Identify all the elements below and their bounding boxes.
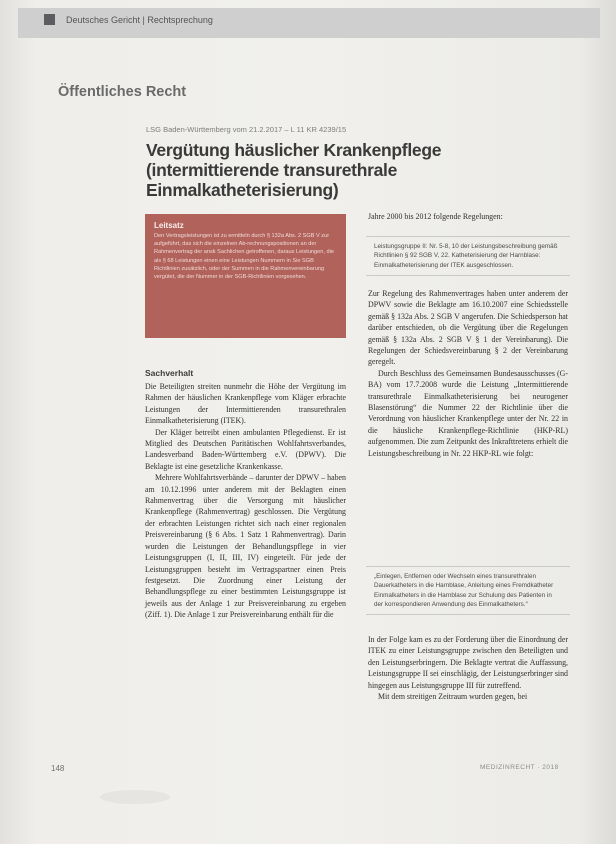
leitsatz-body: Den Vertragsleistungen ist zu ermitteln durch § 132a Abs. 2 SGB V zur aufgeführt, das sich die einzelnen Ab-rechnungspositionen an der Rahmenvertrag der ansk Sachlichen getroffenen, daraus Leistungen, die als § 68 Leistungen einen eine Leistungen Nummern in Sie SGB Richtlinien zusätzlich, oder der Summen in die Rahmenvereinbarung vergütet, die der Nummer in der SGB-Richtlinien vorgesehen. [154,233,334,281]
paper-smudge [100,790,170,804]
leitsatz-heading: Leitsatz [154,221,184,230]
right-column-intro [368,211,568,222]
section-title: Öffentliches Recht [58,84,187,100]
journal-footer: MEDIZINRECHT · 2018 [480,764,559,771]
right-paragraph: Zur Regelung des Rahmenvertrages haben unter anderem der DPWV sowie die Beklagte am 16.10.2007 eine Schiedsstelle gemäß § 132a Abs. 2 SGB V angerufen. Die Schiedsperson hat darüber entschieden, ob die Vergütung über die Regelungen gemäß § 132a Abs. 2 SGB V § 1 der Vereinbarung). Die Regelungen der Schiedsvereinbarung § 2 der Vereinbarung geregelt. [368,289,568,367]
court-citation: LSG Baden-Württemberg vom 21.2.2017 – L 11 KR 4239/15 [146,125,347,134]
sachverhalt-heading: Sachverhalt [145,368,194,378]
right-intro: Jahre 2000 bis 2012 folgende Regelungen: [368,212,503,221]
article-title-line2: (intermittierende transurethrale Einmalkatheterisierung) [146,160,398,200]
article-title-line1: Vergütung häuslicher Krankenpflege [146,140,442,160]
header-square-icon [44,14,55,25]
left-paragraph: Der Kläger betreibt einen ambulanten Pflegedienst. Er ist Mitglied des Deutschen Paritätischen Wohlfahrtsverbandes, Landesverband Baden-Württemberg e.V. (DPWV). Die Beklagte ist eine gesetzliche Krankenkasse. [145,427,346,471]
leitsatz-box [145,214,346,338]
left-paragraph: Die Beteiligten streiten nunmehr die Höhe der Vergütung im Rahmen der häuslichen Krankenpflege vom Kläger erbrachte Leistungen der Intermittierenden transurethralen Einmalkatheterisierung (ITEK). [145,382,346,426]
quote-box-hkp: „Einlegen, Entfernen oder Wechseln eines transurethralen Dauerkatheters in die Harnblase, Anleitung eines Fremdkatheter Einmalkatheters in die Harnblase zur Schulung des Patienten in der korrespondieren Anwendung des Einmalkatheters.“ [366,566,570,615]
right-paragraph: Durch Beschluss des Gemeinsamen Bundesausschusses (G-BA) vom 17.7.2008 wurde die Leistung „Intermittierende transurethrale Einmalkatheterisierung bei neurogener Blasenstörung“ die Nummer 22 der Richtlinie über die Verordnung von häuslicher Krankenpflege unter der Nr. 22 in die häusliche Krankenpflege-Richtlinie (HKP-RL) aufgenommen. Die zum Zeitpunkt des Inkrafttretens erhielt die Leistungsbeschreibung in Nr. 22 HKP-RL wie folgt: [368,368,568,458]
left-column [145,381,346,621]
right-paragraph: Mit dem streitigen Zeitraum wurden gegen, bei [378,692,528,702]
right-column [368,288,568,459]
left-paragraph: Mehrere Wohlfahrtsverbände – darunter der DPWV – haben am 10.12.1996 unter anderem mit der Beklagten einen Rahmenvertrag über die Versorgung mit häuslicher Krankenpflege (Rahmenvertrag) geschlossen. Die Vergütung der erbrachten Leistungen richtet sich nach einer regionalen Preisvereinbarung (§ 6 Abs. 1 Satz 1 Rahmenvertrag). Darin wurden die Leistungen der Behandlungspflege in vier Leistungsgruppen (I, II, III, IV) eingeteilt. Für jede der Leistungsgruppen besteht im Vertragspartner einen Preis festgesetzt. Die Zuordnung einer Leistung der Behandlungspflege zu einer bestimmten Leistungsgruppe ist jeweils aus der Anlage 1 zur Preisvereinbarung zu ergeben (Ziff. 1). Die Anlage 1 zur Preisvereinbarung enthält für die [145,473,346,620]
quote-box-leistungsgruppe: Leistungsgruppe II: Nr. 5-8, 10 der Leistungsbeschreibung gemäß Richtlinien § 92 SGB V, 22. Katheterisierung der Harnblase: Einmalkatheterisierung der ITEK ausgeschlossen. [366,236,570,276]
running-header-title: Deutsches Gericht | Rechtsprechung [66,15,213,25]
page-number: 148 [51,764,65,773]
article-title [146,140,586,200]
right-column-lower [368,634,568,702]
right-paragraph: In der Folge kam es zu der Forderung über die Einordnung der ITEK zu einer Leistungsgruppe zwischen den Beteiligten und den Leistungserbringern. Die Beklagte vertrat die Auffassung, Leistungsgruppe II sei einschlägig, der Leistungserbringer sind hingegen aus Leistungsgruppe III für zutreffend. [368,635,568,690]
